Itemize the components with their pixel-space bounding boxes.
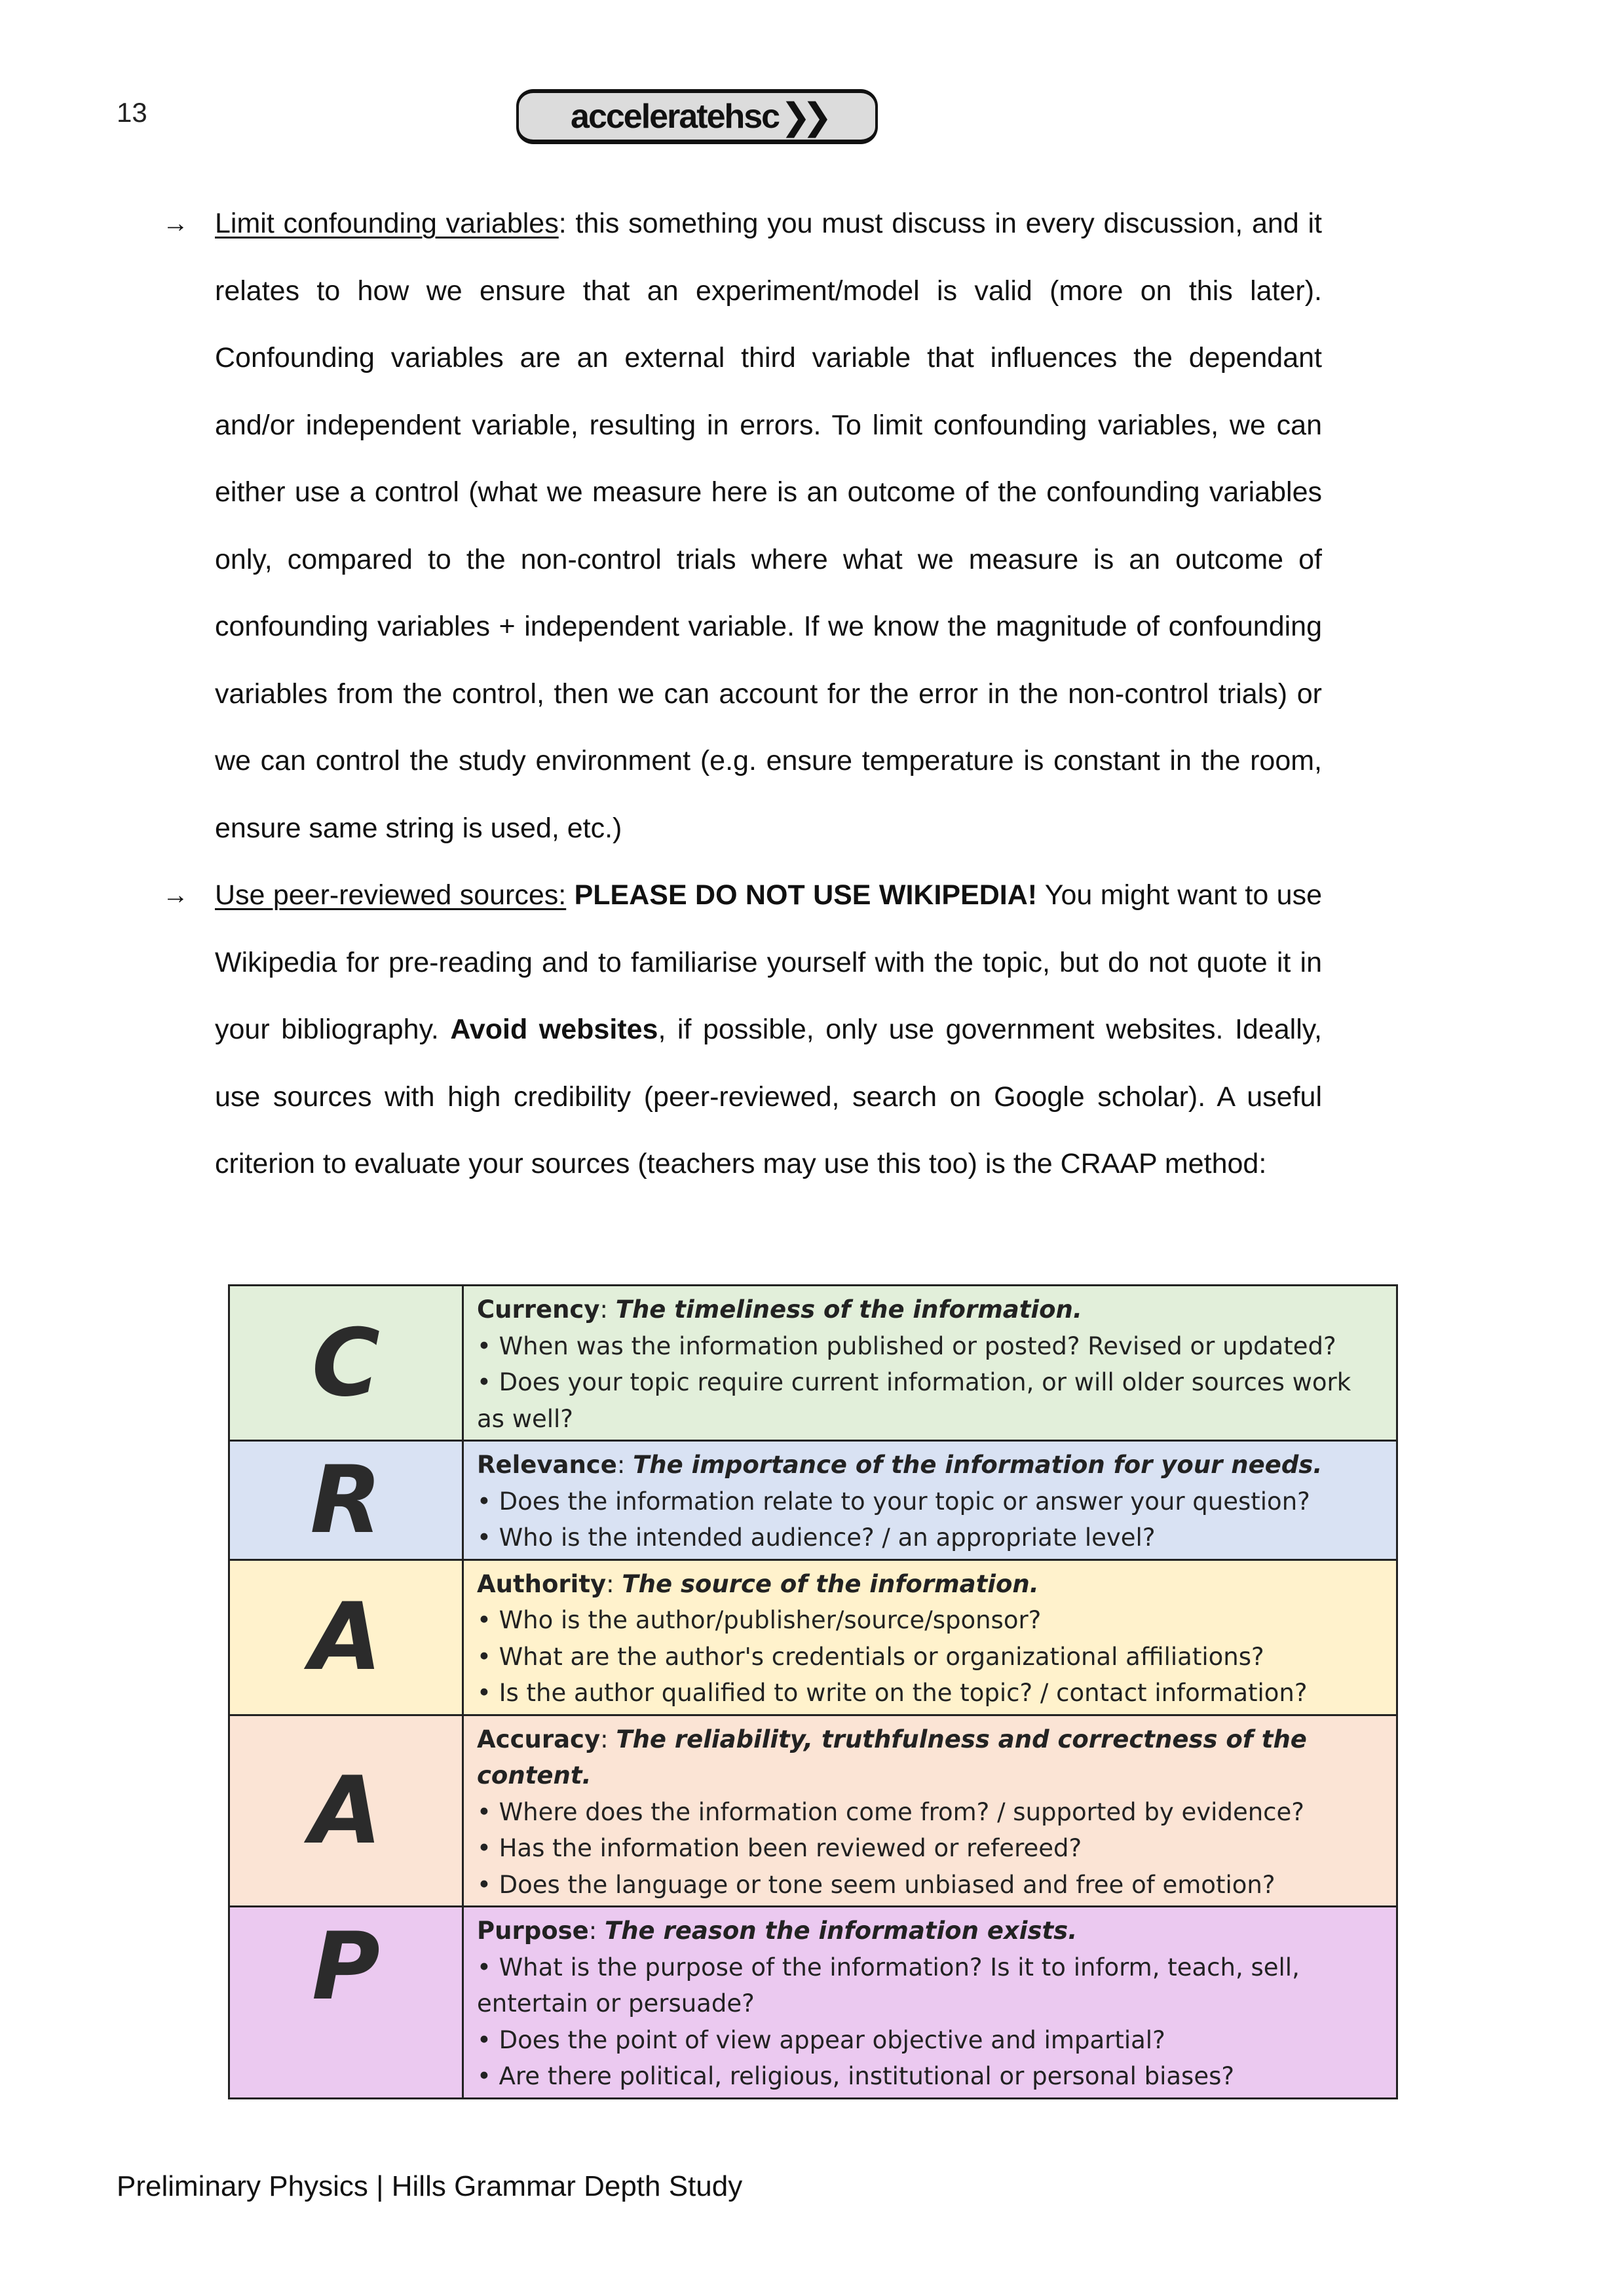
criterion-definition: The reason the information exists.	[604, 1917, 1078, 1945]
criterion-label: Accuracy	[477, 1725, 601, 1753]
letter-cell	[229, 1559, 463, 1715]
logo-text: acceleratehsc	[571, 97, 780, 136]
warning-text: PLEASE DO NOT USE WIKIPEDIA!	[574, 879, 1038, 911]
bullet-confounding-variables	[162, 190, 1322, 862]
bullet-text: : this something you must discuss in every discussion, and it relates to how we ensure that an experiment/model is valid (more on this later). Confounding variables are an external third variable that influences the dependant and/or independent variable, resulting in errors. To limit confounding variables, we can either use a control (what we measure here is an outcome of the confounding variables only, compared to the non-control trials where what we measure is an outcome of confounding variables + independent variable. If we know the magnitude of confounding variables from the control, then we can account for the error in the non-control trials) or we can control the study environment (e.g. ensure temperature is constant in the room, ensure same string is used, etc.)	[215, 208, 1322, 844]
table-row-accuracy	[229, 1715, 1397, 1907]
criterion-point: • What is the purpose of the information? Is it to inform, teach, sell, entertain or persuade?	[477, 1953, 1300, 2018]
bullet-peer-reviewed-sources	[162, 862, 1323, 1198]
criterion-point: • What are the author's credentials or organizational affiliations?	[477, 1642, 1264, 1671]
bullet-heading: Limit confounding variables	[215, 208, 559, 239]
table-row-relevance	[229, 1441, 1397, 1560]
chevron-right-double-icon: ❯❯	[780, 95, 823, 137]
bullet-text: , if possible, only use government websites. Ideally, use sources with high credibility (peer-reviewed, search on Google scholar). A useful criterion to evaluate your sources (teachers may use this too) is the CRAAP method:	[215, 1014, 1323, 1179]
criterion-point: • Does your topic require current information, or will older sources work as well?	[477, 1368, 1351, 1433]
criterion-point: • Are there political, religious, institutional or personal biases?	[477, 2062, 1235, 2090]
criterion-point: • Who is the intended audience? / an appropriate level?	[477, 1523, 1156, 1552]
criterion-point: • Where does the information come from? / supported by evidence?	[477, 1797, 1304, 1826]
criterion-definition: The reliability, truthfulness and correctness of the content.	[477, 1725, 1307, 1789]
body-text	[162, 190, 1323, 1198]
craap-letter: R	[310, 1445, 382, 1554]
bullet-heading: Use peer-reviewed sources:	[215, 879, 567, 911]
description-cell	[463, 1286, 1397, 1441]
criterion-label: Relevance	[477, 1451, 617, 1479]
criterion-definition: The importance of the information for your needs.	[633, 1451, 1323, 1479]
arrow-right-icon: →	[162, 209, 189, 238]
letter-cell	[229, 1441, 463, 1560]
criterion-point: • Does the information relate to your topic or answer your question?	[477, 1487, 1310, 1516]
criterion-definition: The timeliness of the information.	[615, 1295, 1082, 1324]
criterion-title	[477, 1721, 1384, 1794]
bullet-text: You might want to use Wikipedia for pre-reading and to familiarise yourself with the topic, but do not quote it in your bibliography.	[215, 879, 1323, 1045]
description-cell	[463, 1441, 1397, 1560]
criterion-title	[477, 1292, 1384, 1328]
table-row-purpose	[229, 1907, 1397, 2099]
letter-cell	[229, 1286, 463, 1441]
criterion-title	[477, 1566, 1384, 1603]
separator: :	[599, 1295, 616, 1324]
letter-cell	[229, 1907, 463, 2099]
criterion-point: • Is the author qualified to write on the topic? / contact information?	[477, 1679, 1308, 1707]
criterion-title	[477, 1913, 1384, 1949]
letter-cell	[229, 1715, 463, 1907]
criterion-point: • Has the information been reviewed or refereed?	[477, 1834, 1082, 1862]
criterion-point: • Who is the author/publisher/source/sponsor?	[477, 1606, 1042, 1634]
acceleratehsc-logo	[516, 89, 878, 144]
description-cell	[463, 1907, 1397, 2099]
table-row-currency	[229, 1286, 1397, 1441]
criterion-point: • When was the information published or posted? Revised or updated?	[477, 1331, 1336, 1360]
criterion-label: Purpose	[477, 1917, 589, 1945]
separator: :	[616, 1451, 633, 1479]
separator: :	[606, 1569, 622, 1598]
table-row-authority	[229, 1559, 1397, 1715]
criterion-label: Authority	[477, 1569, 607, 1598]
criterion-label: Currency	[477, 1295, 600, 1324]
craap-letter: A	[310, 1583, 382, 1691]
separator: :	[588, 1917, 605, 1945]
craap-letter: P	[311, 1913, 381, 2021]
criterion-title	[477, 1447, 1384, 1483]
emphasis-text: Avoid websites	[450, 1014, 658, 1045]
criterion-definition: The source of the information.	[622, 1569, 1039, 1598]
craap-letter: C	[311, 1309, 381, 1417]
criterion-point: • Does the language or tone seem unbiased and free of emotion?	[477, 1870, 1275, 1899]
page-footer: Preliminary Physics | Hills Grammar Depth Study	[117, 2170, 743, 2202]
criterion-point: • Does the point of view appear objective and impartial?	[477, 2025, 1165, 2054]
craap-table	[228, 1284, 1398, 2099]
description-cell	[463, 1559, 1397, 1715]
description-cell	[463, 1715, 1397, 1907]
separator: :	[600, 1725, 616, 1753]
page-number: 13	[117, 97, 147, 128]
craap-letter: A	[310, 1756, 382, 1865]
arrow-right-icon: →	[162, 881, 189, 909]
